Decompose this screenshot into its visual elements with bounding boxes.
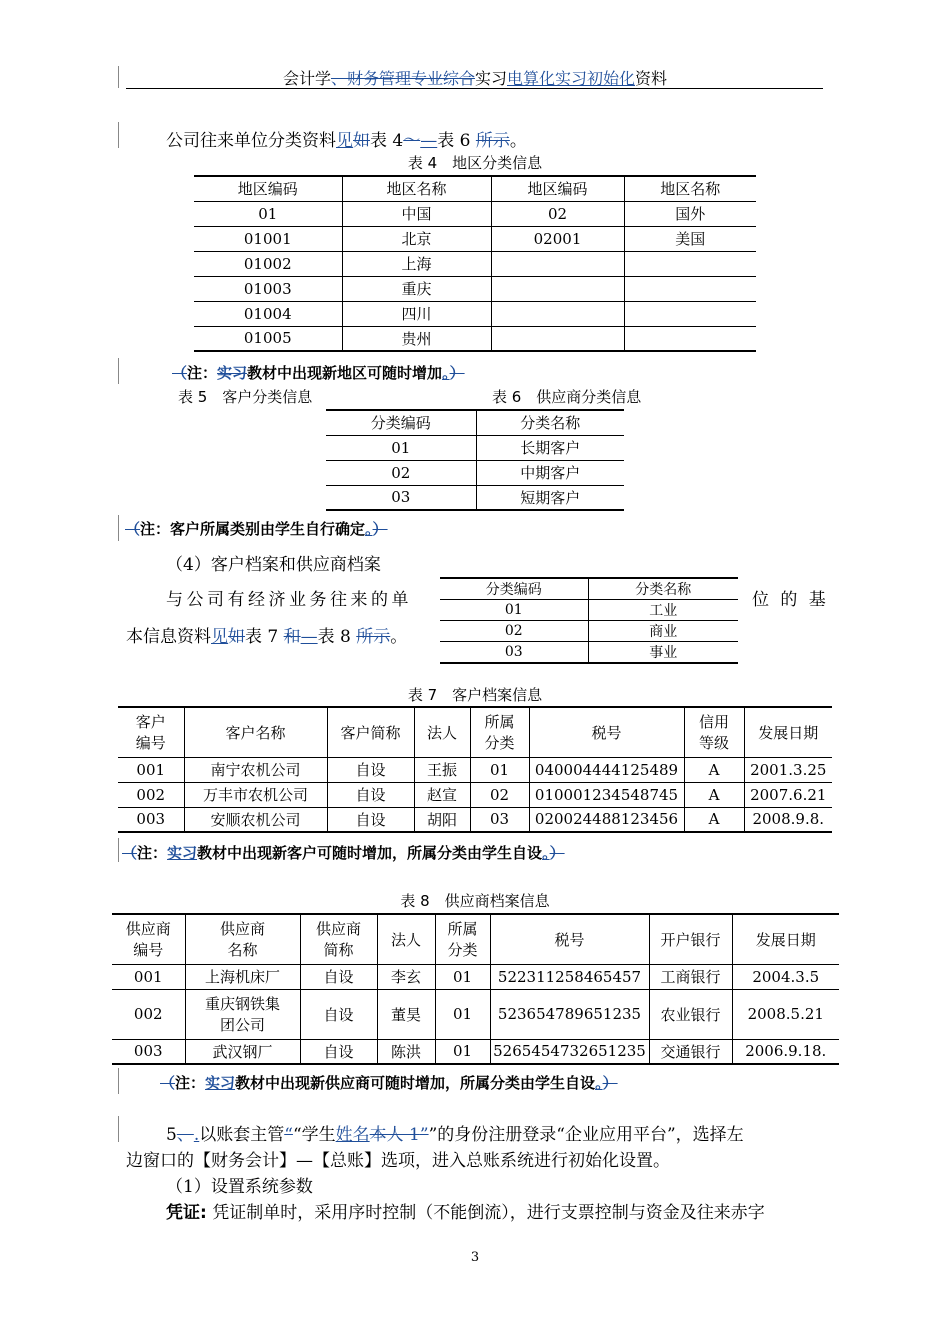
table7-cell: 胡阳 [414,807,470,832]
table4-cell: 中国 [342,201,491,226]
table6-cell: 02 [440,621,588,642]
table8-cell: 农业银行 [649,989,732,1039]
table7-note [122,842,565,863]
inserted-text: 见 [336,131,353,151]
text: 表 4 [370,131,404,151]
table6-row [440,621,738,642]
table4-note [172,362,465,383]
change-bar [118,1116,119,1142]
table8-cell: 上海机床厂 [185,964,300,989]
table4-cell [491,276,624,301]
inserted-text: — [420,131,438,151]
table4-cell [624,326,756,351]
change-bar [118,358,119,384]
table7-header-cell: 客户 编号 [118,707,184,757]
table6 [440,577,738,664]
table7-cell: A [684,807,744,832]
table7-cell: 南宁农机公司 [184,757,327,782]
table8-cell: 陈洪 [377,1039,435,1064]
table4-cell [624,276,756,301]
table6-cell: 03 [440,642,588,664]
text: 。 [509,131,527,151]
table7-cell: A [684,757,744,782]
table7-header-cell: 信用 等级 [684,707,744,757]
step5-line1 [166,1120,744,1145]
text: “学生 [292,1125,336,1145]
deleted-text: ～ [403,131,421,151]
table8-header-cell: 供应商 名称 [185,914,300,964]
table4-row [194,276,756,301]
table4-cell: 北京 [342,226,491,251]
table4-cell: 01002 [194,251,342,276]
table8-row [112,989,839,1039]
table8-header-cell: 法人 [377,914,435,964]
table7-header-cell: 客户简称 [327,707,414,757]
table7-cell: 安顺农机公司 [184,807,327,832]
table4-cell: 01003 [194,276,342,301]
table8-header-cell: 供应商 编号 [112,914,185,964]
deleted-text: 实习 [217,364,248,382]
table4-header-cell: 地区编码 [491,176,624,201]
table8-cell: 01 [435,964,490,989]
table8-cell: 523654789651235 [490,989,649,1039]
table7-cell: 01 [470,757,529,782]
inserted-text: 。 [442,364,450,382]
table5-header-cell: 分类名称 [476,410,624,435]
table7-cell: 03 [470,807,529,832]
table4-row [194,326,756,351]
table7-cell: 020024488123456 [529,807,684,832]
inserted-text: . [193,1125,200,1145]
intro-paragraph [166,126,527,151]
text: 表 8 [317,627,357,647]
table5-cell: 中期客户 [476,460,624,485]
table5-note [125,518,388,539]
table8-cell: 522311258465457 [490,964,649,989]
table4-cell [491,326,624,351]
table4-header-cell: 地区编码 [194,176,342,201]
table7-header-cell: 客户名称 [184,707,327,757]
inserted-text: 姓名 [335,1125,370,1145]
table7-cell: 001 [118,757,184,782]
table8-cell: 董昊 [377,989,435,1039]
table4-cell [624,251,756,276]
deleted-text: （ [160,1074,176,1092]
table4-row [194,301,756,326]
table8-cell: 01 [435,1039,490,1064]
table4-cell: 02001 [491,226,624,251]
table8-header-cell: 税号 [490,914,649,964]
table4-cell: 国外 [624,201,756,226]
table7-cell: 自设 [327,782,414,807]
deleted-text: ） [549,844,565,862]
table4-cell: 四川 [342,301,491,326]
table7-cell: 040004444125489 [529,757,684,782]
table5-row [326,435,624,460]
change-bar [118,515,119,541]
table7-cell: 赵宣 [414,782,470,807]
text: 表 6 [437,131,476,151]
table7-row [118,757,832,782]
header-inserted: 电算化实习初始化 [507,69,636,88]
table7-row [118,807,832,832]
deleted-text: 和 [283,627,301,647]
table4-cell: 01004 [194,301,342,326]
table5-header-cell: 分类编码 [326,410,476,435]
table4-cell [624,301,756,326]
deleted-text: ） [602,1074,618,1092]
note-text: 教材中出现新客户可随时增加，所属分类由学生自设 [197,844,543,862]
table8-header-cell: 开户银行 [649,914,732,964]
table4-cell: 美国 [624,226,756,251]
deleted-text: 如 [353,131,370,151]
table8-cell: 002 [112,989,185,1039]
table8-row [112,964,839,989]
deleted-text: 本人 1 [369,1125,420,1145]
table7-cell: 自设 [327,807,414,832]
table8-header-cell: 供应商 简称 [300,914,377,964]
table6-row [440,642,738,664]
note-text: 注： [187,364,218,382]
table7-cell: 2001.3.25 [744,757,832,782]
table4-header-cell: 地区名称 [342,176,491,201]
table4-header-cell: 地区名称 [624,176,756,201]
text: 本信息资料 [126,627,211,647]
header-rule [126,88,823,89]
table8-cell: 自设 [300,964,377,989]
table8-cell: 李玄 [377,964,435,989]
table4-cell: 01001 [194,226,342,251]
table7-cell: 2008.9.8. [744,807,832,832]
note-text: 注： [175,1074,206,1092]
text: 。 [390,627,408,647]
step5-line2: 边窗口的【财务会计】—【总账】选项，进入总账系统进行初始化设置。 [126,1151,670,1171]
deleted-text: 所示 [356,627,391,647]
voucher-label: 凭证: [166,1203,207,1223]
table8-cell: 2004.3.5 [732,964,839,989]
note-text: 注： [137,844,168,862]
table8-caption: 表 8 供应商档案信息 [400,892,550,910]
change-bar [118,1068,119,1094]
text: 公司往来单位分类资料 [166,131,336,151]
section4-line2 [126,622,407,647]
note-text: 教材中出现新供应商可随时增加，所属分类由学生自设 [235,1074,596,1092]
table7-cell: 002 [118,782,184,807]
change-bar [118,122,119,148]
section4-line1: 与公司有经济业务往来的单 [166,590,412,610]
table7-cell: 2007.6.21 [744,782,832,807]
table4-cell: 01005 [194,326,342,351]
table6-cell: 事业 [588,642,738,664]
table4 [194,175,756,352]
inserted-text: 。 [365,520,373,538]
table8-header-cell: 发展日期 [732,914,839,964]
table6-cell: 工业 [588,600,738,621]
table7-header-cell: 法人 [414,707,470,757]
change-bar [118,838,119,862]
table5 [326,409,624,511]
deleted-text: （ [172,364,188,382]
deleted-text: ” [419,1125,429,1145]
table4-row [194,201,756,226]
table4-row [194,251,756,276]
table8-cell: 001 [112,964,185,989]
table7-header-cell: 税号 [529,707,684,757]
text: ”的身份注册登录“企业应用平台”，选择左 [428,1125,744,1145]
table4-caption: 表 4 地区分类信息 [407,154,543,172]
table4-cell [491,301,624,326]
table6-header-cell: 分类编码 [440,578,588,600]
deleted-text: “ [284,1125,293,1145]
text: 表 7 [245,627,284,647]
table6-caption: 表 6 供应商分类信息 [492,388,642,406]
table4-cell: 02 [491,201,624,226]
table5-cell: 03 [326,485,476,510]
text: 以账套主管 [199,1125,285,1145]
table8-cell: 自设 [300,1039,377,1064]
table8-note [160,1072,618,1093]
section4-title: （4）客户档案和供应商档案 [166,555,381,575]
table6-header-cell: 分类名称 [588,578,738,600]
deleted-text: 、 [176,1125,194,1145]
voucher-text: 凭证制单时，采用序时控制（不能倒流），进行支票控制与资金及往来赤字 [206,1203,765,1223]
deleted-text: （ [125,520,141,538]
text: 5 [166,1125,177,1145]
table5-caption: 表 5 客户分类信息 [178,388,313,406]
table6-row [440,600,738,621]
table5-row [326,485,624,510]
header-text: 资料 [635,69,668,88]
step5-sub1: （1）设置系统参数 [166,1177,313,1197]
table5-cell: 01 [326,435,476,460]
section4-line1-tail: 位 的 基 [752,590,829,610]
table7-row [118,782,832,807]
table7-cell: 010001234548745 [529,782,684,807]
table7-cell: 王振 [414,757,470,782]
header-deleted: 、财务管理专业综合 [330,69,475,88]
table5-cell: 02 [326,460,476,485]
deleted-text: 如 [228,627,245,647]
deleted-text: （ [122,844,138,862]
step5-voucher [166,1198,765,1223]
table8-cell: 重庆钢铁集 团公司 [185,989,300,1039]
inserted-text: 实习 [205,1074,236,1092]
table8 [112,913,839,1065]
table7 [118,706,832,833]
table6-cell: 01 [440,600,588,621]
table7-header-cell: 发展日期 [744,707,832,757]
table7-header-cell: 所属 分类 [470,707,529,757]
table7-cell: 自设 [327,757,414,782]
note-text: 教材中出现新地区可随时增加 [247,364,443,382]
table8-header-cell: 所属 分类 [435,914,490,964]
header-text: 会计学 [282,69,331,88]
note-text: 注：客户所属类别由学生自行确定 [140,520,366,538]
inserted-text: 。 [595,1074,603,1092]
table7-cell: 万丰市农机公司 [184,782,327,807]
table8-cell: 工商银行 [649,964,732,989]
inserted-text: 见 [211,627,228,647]
table4-cell [491,251,624,276]
table8-cell: 2008.5.21 [732,989,839,1039]
table5-cell: 长期客户 [476,435,624,460]
table4-row [194,226,756,251]
table8-cell: 自设 [300,989,377,1039]
table7-cell: 02 [470,782,529,807]
table4-cell: 重庆 [342,276,491,301]
table7-cell: A [684,782,744,807]
table8-cell: 003 [112,1039,185,1064]
page-number: 3 [470,1250,480,1265]
page-header [0,66,950,89]
table8-cell: 2006.9.18. [732,1039,839,1064]
table7-caption: 表 7 客户档案信息 [407,686,543,704]
inserted-text: 实习 [167,844,198,862]
deleted-text: ） [372,520,388,538]
table8-cell: 武汉钢厂 [185,1039,300,1064]
table4-cell: 01 [194,201,342,226]
header-text: 实习 [474,69,507,88]
table8-cell: 交通银行 [649,1039,732,1064]
table5-cell: 短期客户 [476,485,624,510]
table6-cell: 商业 [588,621,738,642]
table8-cell: 01 [435,989,490,1039]
table8-cell: 5265454732651235 [490,1039,649,1064]
table7-cell: 003 [118,807,184,832]
table4-cell: 贵州 [342,326,491,351]
deleted-text: 所示 [475,131,510,151]
table5-row [326,460,624,485]
table4-cell: 上海 [342,251,491,276]
table8-row [112,1039,839,1064]
inserted-text: — [300,627,318,647]
deleted-text: ） [449,364,465,382]
inserted-text: 。 [542,844,550,862]
